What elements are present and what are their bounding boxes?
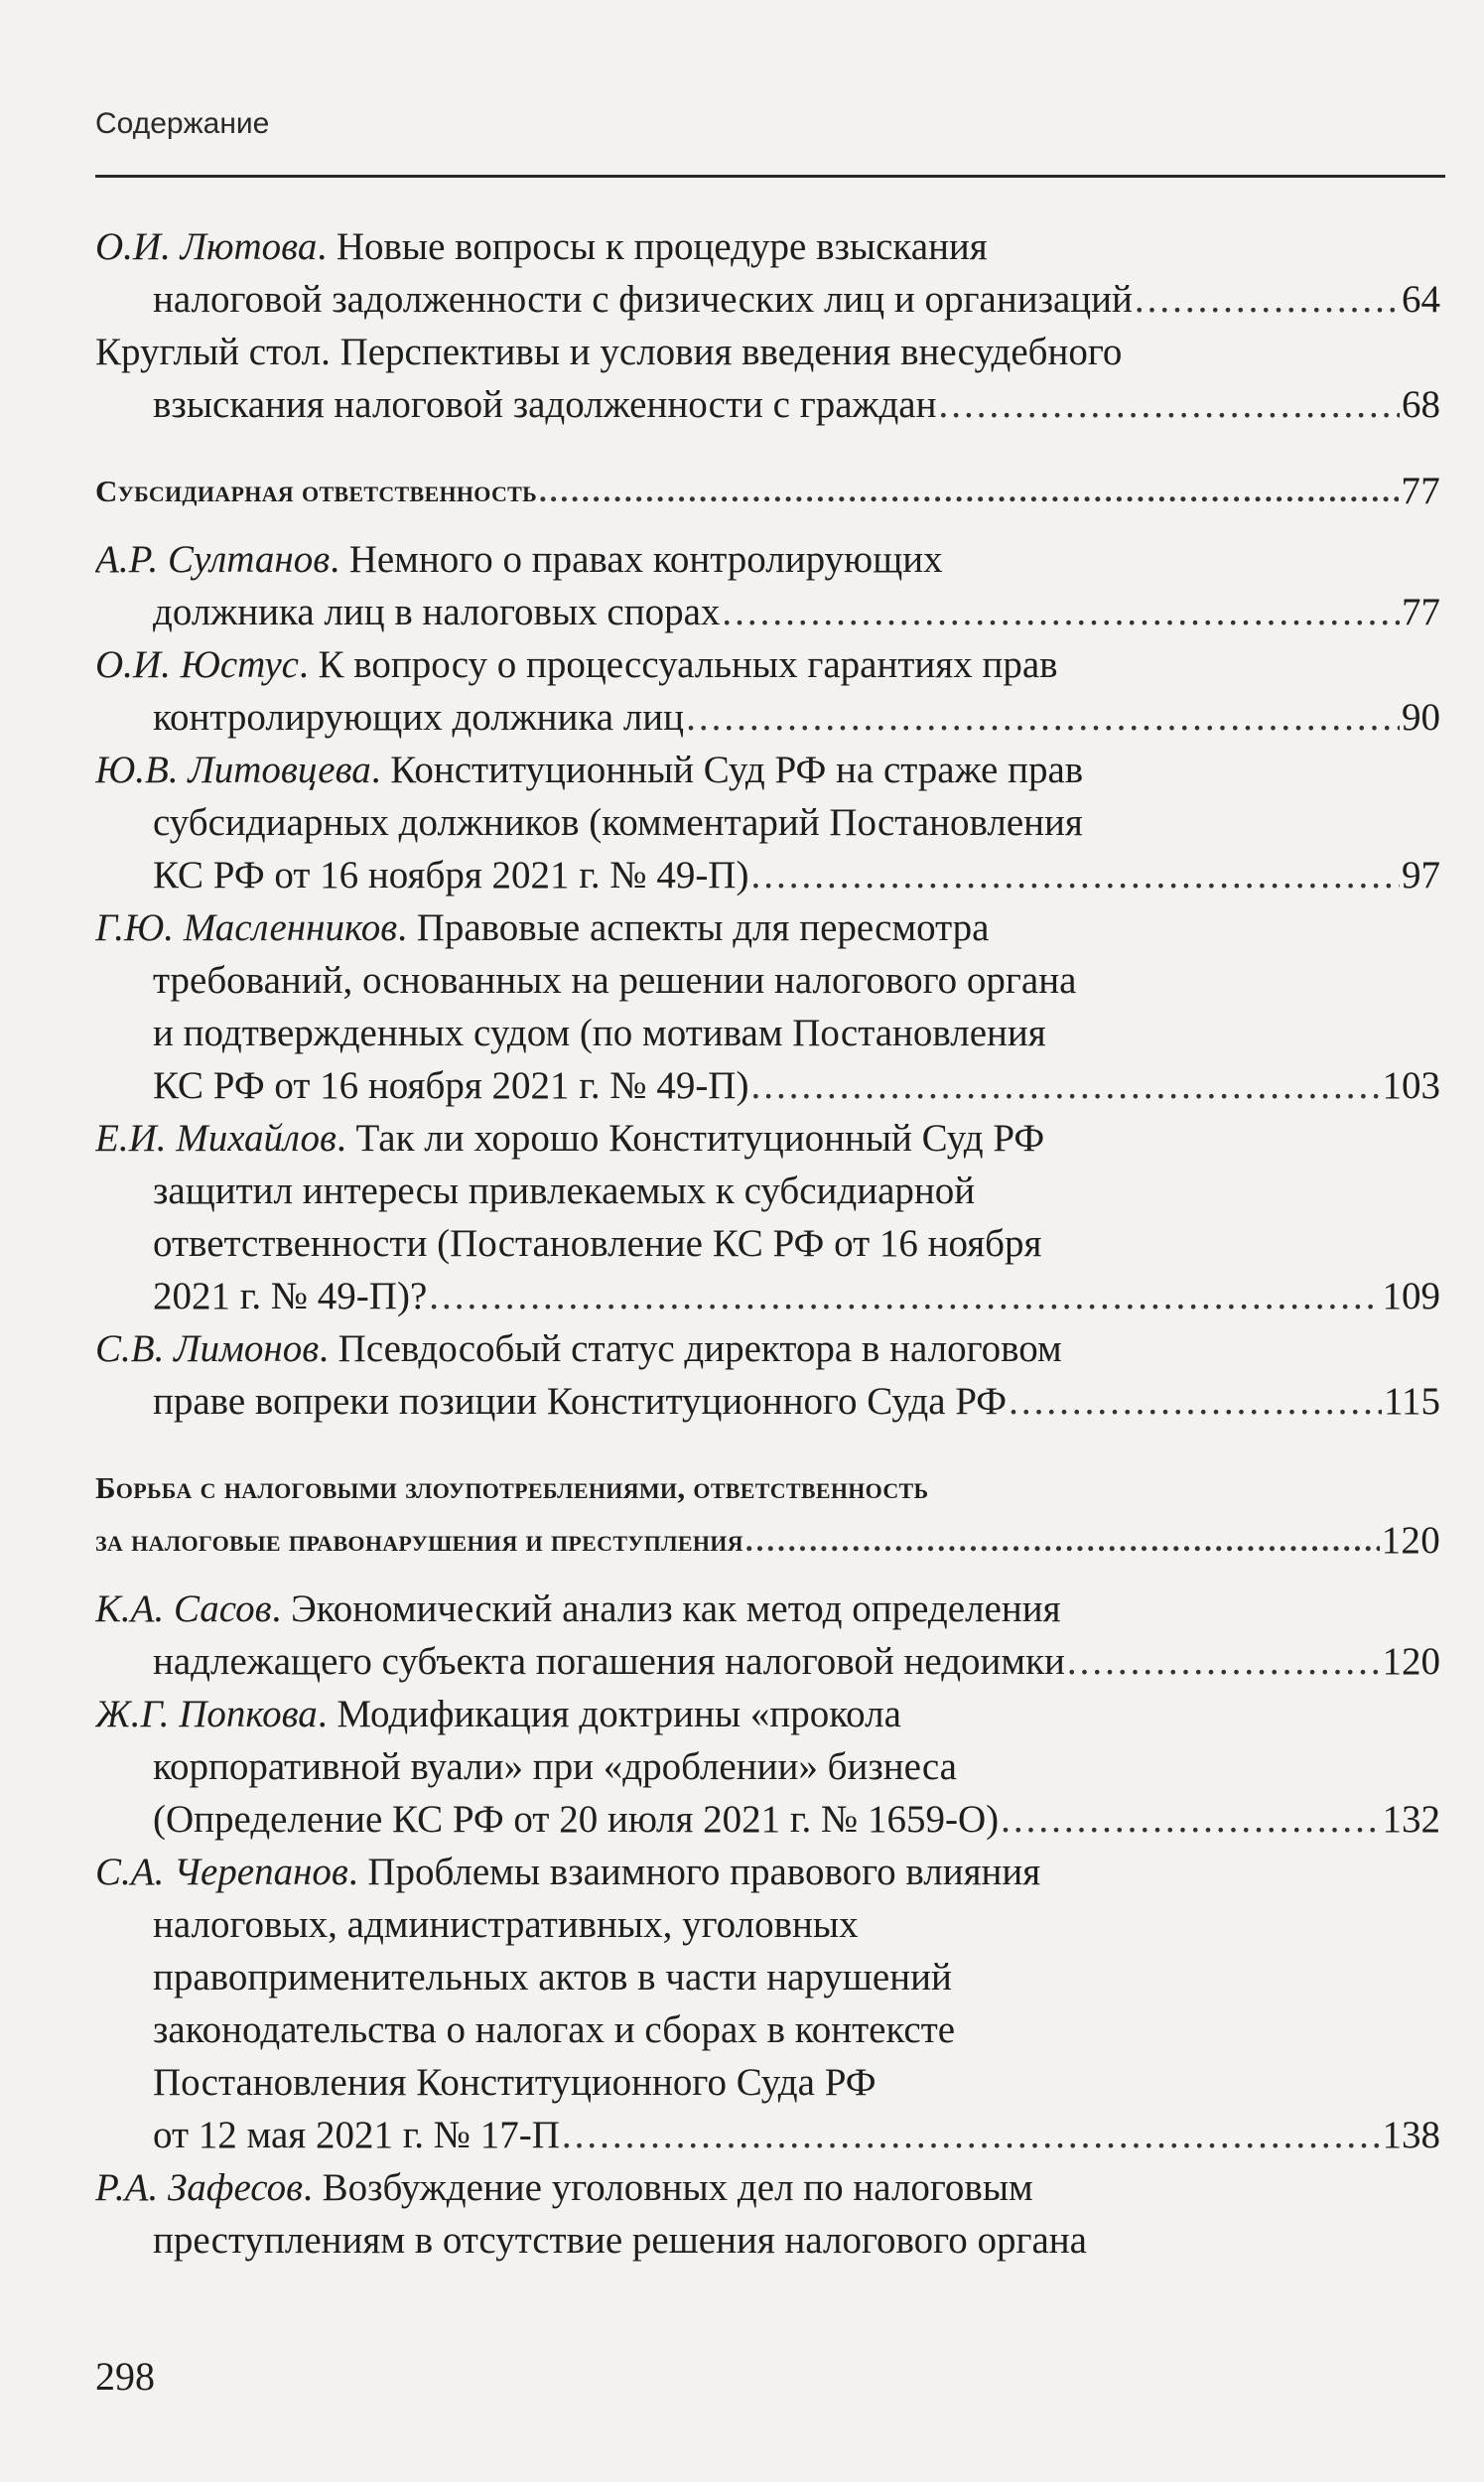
- toc-title-text: преступлениям в отсутствие решения налогового органа: [153, 2219, 1087, 2262]
- toc-entry-line: [95, 2214, 1440, 2267]
- toc-page-number: 90: [1402, 696, 1440, 739]
- toc-entry-line: [95, 1112, 1440, 1165]
- toc-title-text: Постановления Конституционного Суда РФ: [153, 2061, 877, 2104]
- toc-entry-text: [153, 1956, 952, 1999]
- toc-title-text: Новые вопросы к процедуре взыскания: [336, 225, 988, 268]
- toc-entry[interactable]: [95, 533, 1440, 638]
- toc-author: Ю.В. Литовцева: [95, 749, 371, 791]
- toc-page-number: 77: [1401, 470, 1440, 512]
- dot-leader: [429, 1270, 1380, 1322]
- toc-entry-line: [95, 744, 1440, 796]
- dot-leader: [722, 586, 1400, 638]
- toc-page-number: 68: [1402, 383, 1440, 426]
- toc-author: Р.А. Зафесов: [95, 2166, 304, 2209]
- section-spacer: [95, 517, 1440, 533]
- toc-entry-text: [153, 1270, 427, 1322]
- toc-entry-line: [95, 1583, 1440, 1635]
- toc-author: О.И. Юстус: [95, 643, 299, 686]
- toc-title-text: Борьба с налоговыми злоупотреблениями, ответственность: [95, 1470, 929, 1505]
- toc-entry[interactable]: [95, 638, 1440, 744]
- toc-title-text: налоговой задолженности с физических лиц и организаций: [153, 278, 1133, 321]
- toc-entry-line: [95, 378, 1440, 431]
- toc-title-text: Немного о правах контролирующих: [348, 538, 943, 581]
- toc-title-text: защитил интересы привлекаемых к субсидиарной: [153, 1170, 976, 1212]
- toc-entry-text: [153, 2061, 877, 2104]
- toc-page-number: 138: [1382, 2114, 1440, 2156]
- toc-section-heading[interactable]: [95, 465, 1440, 517]
- toc-entry-text: [153, 273, 1133, 326]
- toc-entry-text: [153, 586, 720, 638]
- table-of-contents: [95, 220, 1440, 2267]
- toc-entry-text: К.А. Сасов. Экономический анализ как метод определения: [95, 1587, 1061, 1630]
- toc-entry-text: [153, 1170, 975, 1212]
- toc-entry-text: [153, 849, 748, 901]
- toc-title-text: Экономический анализ как метод определения: [291, 1587, 1061, 1630]
- toc-entry-line: [95, 326, 1440, 378]
- dot-leader: [750, 849, 1400, 901]
- toc-entry-text: О.И. Лютова. Новые вопросы к процедуре взыскания: [95, 225, 988, 268]
- toc-entry[interactable]: [95, 1688, 1440, 1846]
- toc-author: С.А. Черепанов: [95, 1851, 348, 1893]
- toc-entry-line: [95, 1688, 1440, 1740]
- toc-entry[interactable]: [95, 1322, 1440, 1428]
- toc-title-text: ответственности (Постановление КС РФ от 16 ноября: [153, 1222, 1042, 1265]
- toc-entry-text: [153, 1745, 957, 1788]
- toc-entry-line: [95, 1375, 1440, 1428]
- toc-entry-text: [153, 378, 936, 431]
- toc-entry[interactable]: [95, 901, 1440, 1112]
- toc-entry-line: [95, 273, 1440, 326]
- toc-entry-text: Ю.В. Литовцева. Конституционный Суд РФ на страже прав: [95, 749, 1084, 791]
- toc-entry-line: [95, 1635, 1440, 1688]
- toc-entry-text: [153, 691, 684, 744]
- toc-entry-line: [95, 1007, 1440, 1059]
- toc-entry-line: [95, 1951, 1440, 2003]
- toc-author: Ж.Г. Попкова: [95, 1693, 318, 1735]
- toc-entry-text: С.А. Черепанов. Проблемы взаимного правового влияния: [95, 1851, 1041, 1893]
- dot-leader: [1001, 1793, 1380, 1846]
- toc-title-text: Так ли хорошо Конституционный Суд РФ: [355, 1117, 1045, 1160]
- toc-entry-text: С.В. Лимонов. Псевдособый статус директора в налоговом: [95, 1327, 1062, 1370]
- toc-page-number: 97: [1402, 854, 1440, 896]
- toc-entry-line: [95, 465, 1440, 517]
- toc-entry-text: [153, 959, 1076, 1002]
- toc-entry-line: [95, 691, 1440, 744]
- toc-title-text: надлежащего субъекта погашения налоговой недоимки: [153, 1640, 1065, 1683]
- toc-entry-line: [95, 220, 1440, 273]
- toc-entry-line: [95, 1322, 1440, 1375]
- toc-entry-line: [95, 2109, 1440, 2161]
- toc-title-text: 2021 г. № 49-П)?: [153, 1275, 428, 1317]
- toc-section-heading[interactable]: [95, 1461, 1440, 1567]
- toc-title-text: Псевдособый статус директора в налоговом: [337, 1327, 1062, 1370]
- section-spacer: [95, 1567, 1440, 1583]
- running-header: Содержание: [95, 107, 270, 140]
- toc-author: А.Р. Султанов: [95, 538, 331, 581]
- toc-entry-line: [95, 1793, 1440, 1846]
- toc-entry-line: [95, 2161, 1440, 2214]
- toc-entry-text: [153, 2109, 560, 2161]
- page-number: 298: [95, 2354, 155, 2399]
- toc-page-number: 120: [1382, 1640, 1440, 1683]
- toc-title-text: контролирующих должника лиц: [153, 696, 685, 739]
- toc-title-text: взыскания налоговой задолженности с граждан: [153, 383, 937, 426]
- toc-title-text: Проблемы взаимного правового влияния: [367, 1851, 1041, 1893]
- dot-leader: [1067, 1635, 1381, 1688]
- toc-title-text: КС РФ от 16 ноября 2021 г. № 49-П): [153, 1064, 749, 1107]
- toc-title-text: налоговых, административных, уголовных: [153, 1903, 859, 1946]
- dot-leader: [938, 378, 1400, 431]
- dot-leader: [539, 465, 1399, 517]
- toc-page-number: 120: [1381, 1519, 1440, 1562]
- toc-title-text: субсидиарных должников (комментарий Постановления: [153, 801, 1083, 844]
- toc-entry-text: Г.Ю. Масленников. Правовые аспекты для пересмотра: [95, 906, 990, 949]
- toc-entry-line: [95, 586, 1440, 638]
- toc-title-text: Конституционный Суд РФ на страже прав: [390, 749, 1084, 791]
- toc-entry-text: [153, 2219, 1087, 2262]
- dot-leader: [750, 1059, 1380, 1112]
- toc-entry-text: [153, 1059, 748, 1112]
- toc-title-text: правоприменительных актов в части нарушений: [153, 1956, 952, 1999]
- toc-title-text: требований, основанных на решении налогового органа: [153, 959, 1077, 1002]
- toc-entry-line: [95, 1514, 1440, 1567]
- toc-entry-text: [153, 1375, 1007, 1428]
- toc-entry-line: [95, 1846, 1440, 1898]
- section-spacer: [95, 1428, 1440, 1461]
- dot-leader: [686, 691, 1400, 744]
- dot-leader: [745, 1514, 1380, 1567]
- toc-title-text: за налоговые правонарушения и преступления: [95, 1523, 743, 1558]
- toc-entry-text: [153, 1012, 1046, 1054]
- toc-entry-text: А.Р. Султанов. Немного о правах контролирующих: [95, 538, 943, 581]
- toc-entry[interactable]: [95, 1112, 1440, 1322]
- toc-entry[interactable]: [95, 220, 1440, 326]
- toc-author: Г.Ю. Масленников: [95, 906, 398, 949]
- toc-page-number: 77: [1402, 591, 1440, 633]
- dot-leader: [1135, 273, 1400, 326]
- toc-title-text: от 12 мая 2021 г. № 17-П: [153, 2114, 560, 2156]
- toc-title-text: Модификация доктрины «прокола: [337, 1693, 901, 1735]
- toc-entry-line: [95, 849, 1440, 901]
- dot-leader: [562, 2109, 1381, 2161]
- toc-entry-text: [153, 1222, 1041, 1265]
- toc-title-text: корпоративной вуали» при «дроблении» бизнеса: [153, 1745, 957, 1788]
- toc-page-number: 103: [1382, 1064, 1440, 1107]
- toc-entry-line: [95, 638, 1440, 691]
- toc-author: К.А. Сасов: [95, 1587, 272, 1630]
- toc-author: С.В. Лимонов: [95, 1327, 320, 1370]
- toc-entry-text: [95, 331, 1122, 373]
- toc-entry-text: [95, 1514, 743, 1567]
- toc-entry-line: [95, 1461, 1440, 1514]
- toc-title-text: Возбуждение уголовных дел по налоговым: [322, 2166, 1033, 2209]
- toc-entry-text: [153, 1635, 1065, 1688]
- section-spacer: [95, 431, 1440, 465]
- toc-title-text: Правовые аспекты для пересмотра: [416, 906, 990, 949]
- toc-entry-text: Е.И. Михайлов. Так ли хорошо Конституционный Суд РФ: [95, 1117, 1045, 1160]
- toc-title-text: должника лиц в налоговых спорах: [153, 591, 721, 633]
- toc-entry-line: [95, 796, 1440, 849]
- toc-entry-text: [95, 1470, 928, 1505]
- dot-leader: [1009, 1375, 1382, 1428]
- toc-entry[interactable]: [95, 1583, 1440, 1688]
- toc-entry-line: [95, 1898, 1440, 1951]
- toc-entry-line: [95, 2003, 1440, 2056]
- toc-entry[interactable]: [95, 2161, 1440, 2267]
- toc-page-number: 115: [1383, 1380, 1440, 1423]
- toc-entry-text: Ж.Г. Попкова. Модификация доктрины «прокола: [95, 1693, 901, 1735]
- toc-entry-line: [95, 901, 1440, 954]
- toc-author: Е.И. Михайлов: [95, 1117, 337, 1160]
- toc-title-text: К вопросу о процессуальных гарантиях прав: [318, 643, 1058, 686]
- toc-entry-text: [153, 1903, 859, 1946]
- header-divider: [95, 175, 1445, 178]
- toc-entry-line: [95, 2056, 1440, 2109]
- toc-entry-line: [95, 954, 1440, 1007]
- toc-title-text: КС РФ от 16 ноября 2021 г. № 49-П): [153, 854, 749, 896]
- toc-title-text: законодательства о налогах и сборах в контексте: [153, 2008, 956, 2051]
- toc-entry-line: [95, 533, 1440, 586]
- toc-entry-line: [95, 1165, 1440, 1217]
- toc-entry-line: [95, 1270, 1440, 1322]
- toc-entry-text: О.И. Юстус. К вопросу о процессуальных гарантиях прав: [95, 643, 1058, 686]
- toc-title-text: Субсидиарная ответственность: [95, 474, 537, 508]
- toc-title-text: праве вопреки позиции Конституционного Суда РФ: [153, 1380, 1008, 1423]
- toc-entry[interactable]: [95, 1846, 1440, 2161]
- toc-page-number: 64: [1402, 278, 1440, 321]
- toc-entry-line: [95, 1217, 1440, 1270]
- toc-entry-text: [95, 465, 537, 517]
- toc-entry[interactable]: [95, 744, 1440, 901]
- toc-title-text: (Определение КС РФ от 20 июля 2021 г. № 1659-О): [153, 1798, 1000, 1841]
- toc-entry-line: [95, 1059, 1440, 1112]
- toc-title-text: Круглый стол. Перспективы и условия введения внесудебного: [95, 331, 1123, 373]
- toc-entry-text: [153, 801, 1083, 844]
- toc-page-number: 132: [1382, 1798, 1440, 1841]
- toc-entry-text: Р.А. Зафесов. Возбуждение уголовных дел по налоговым: [95, 2166, 1033, 2209]
- toc-author: О.И. Лютова: [95, 225, 318, 268]
- toc-entry-text: [153, 1793, 999, 1846]
- toc-entry-text: [153, 2008, 955, 2051]
- toc-page-number: 109: [1382, 1275, 1440, 1317]
- toc-title-text: и подтвержденных судом (по мотивам Постановления: [153, 1012, 1046, 1054]
- toc-entry[interactable]: [95, 326, 1440, 431]
- toc-entry-line: [95, 1740, 1440, 1793]
